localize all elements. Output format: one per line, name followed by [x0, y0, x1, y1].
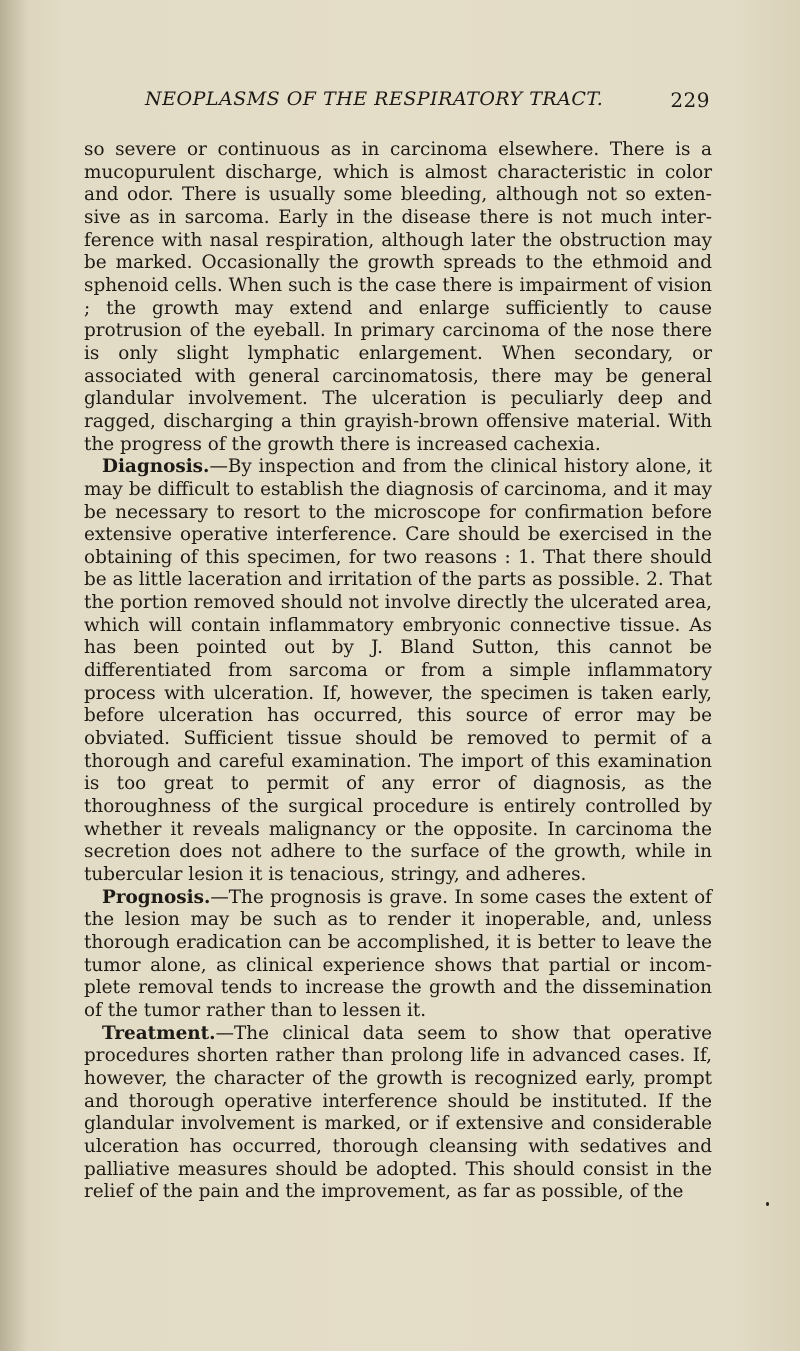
gutter-shadow: [0, 0, 28, 1351]
section-heading-diagnosis: Diagnosis.: [102, 456, 210, 478]
paragraph-diagnosis-text: —By inspection and from the clinical history alone, it may be difficult to establish the diagnosis of carcinoma, and it may be necessary to resort to the microscope for confirmation before extensive operative interference. Care should be exercised in the obtaining of this specimen, for two reasons : 1. That there should be as little laceration and irritation of the parts as possible. 2. That the portion removed should not involve directly the ulcerated area, which will contain inflammatory embryonic connective tissue. As has been pointed out by J. Bland Sutton, this cannot be differentiated from sarcoma or from a simple inflammatory process with ulceration. If, however, the specimen is taken early, before ulceration has occurred, this source of error may be obviated. Sufficient tissue should be removed to permit of a thorough and careful examination. The import of this examination is too great to permit of any error of diagnosis, as the thoroughness of the surgical procedure is entirely controlled by whether it reveals malignancy or the opposite. In carcinoma the secretion does not adhere to the surface of the growth, while in tubercular lesion it is tenacious, stringy, and adheres.: [84, 456, 712, 885]
ink-speck: [766, 1202, 769, 1206]
paragraph-diagnosis: [84, 456, 712, 886]
section-heading-treatment: Treatment.: [102, 1022, 216, 1044]
paragraph-treatment-text: —The clinical data seem to show that operative procedures shorten rather than prolong life in advanced cases. If, however, the character of the growth is recognized early, prompt and thorough operative interference should be instituted. If the glandular involvement is marked, or if extensive and considerable ulceration has occurred, thorough cleansing with sedatives and palliative measures should be adopted. This should consist in the relief of the pain and the improvement, as far as possible, of the: [84, 1022, 712, 1203]
paragraph-intro-text: so severe or continuous as in carcinoma elsewhere. There is a mucopurulent discharge, which is almost characteristic in color and odor. There is usually some bleeding, although not so extensive as in sarcoma. Early in the disease there is not much interference with nasal respiration, although later the obstruction may be marked. Occasionally the growth spreads to the ethmoid and sphenoid cells. When such is the case there is impairment of vision ; the growth may extend and enlarge sufficiently to cause protrusion of the eyeball. In primary carcinoma of the nose there is only slight lymphatic enlargement. When secondary, or associated with general carcinomatosis, there may be general glandular involvement. The ulceration is peculiarly deep and ragged, discharging a thin grayish-brown offensive material. With the progress of the growth there is increased cachexia.: [84, 139, 712, 455]
paragraph-treatment: [84, 1023, 712, 1204]
body-text: [84, 139, 712, 1204]
paragraph-prognosis: [84, 887, 712, 1023]
paragraph-intro: [84, 139, 712, 456]
running-head: [145, 88, 710, 118]
paragraph-prognosis-text: —The prognosis is grave. In some cases the extent of the lesion may be such as to render it inoperable, and, unless thorough eradication can be accomplished, it is better to leave the tumor alone, as clinical experience shows that partial or incomplete removal tends to increase the growth and the dissemination of the tumor rather than to lessen it.: [84, 886, 712, 1021]
running-head-title: NEOPLASMS OF THE RESPIRATORY TRACT.: [145, 88, 604, 110]
section-heading-prognosis: Prognosis.: [102, 886, 211, 908]
page-number: 229: [670, 88, 710, 112]
